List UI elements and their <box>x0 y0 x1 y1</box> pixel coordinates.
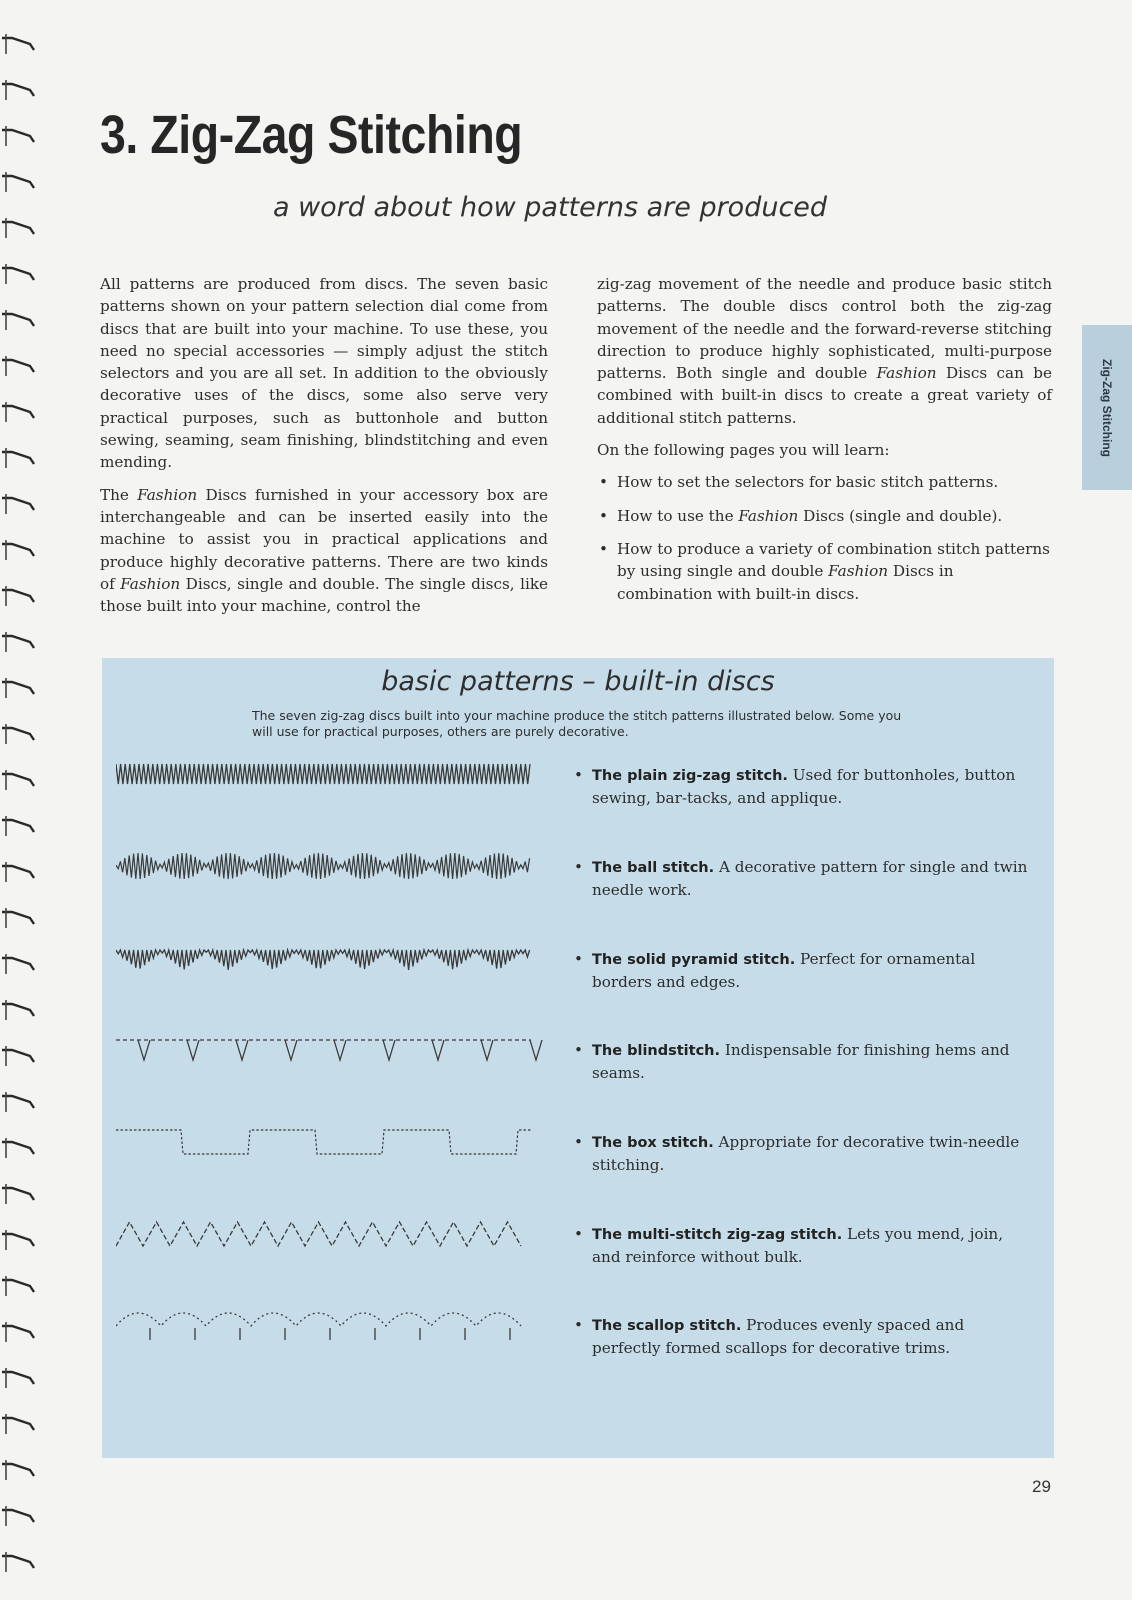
intro-right-column <box>597 273 1052 616</box>
stitch-description: • The ball stitch. A decorative pattern for single and twin needle work. <box>574 858 1028 900</box>
fashion-discs-paragraph: The Fashion Discs furnished in your accessory box are interchangeable and can be inserted easily into the machine to assist you in practical applications and produce highly decorative patterns. There are two kinds of Fashion Discs, single and double. The single discs, like those built into your machine, control the <box>100 485 549 616</box>
stitch-description: • The box stitch. Appropriate for decorative twin-needle stitching. <box>574 1133 1020 1175</box>
box-stitch-icon <box>116 1130 531 1154</box>
page-number: 29 <box>1032 1477 1051 1496</box>
learn-heading: On the following pages you will learn: <box>597 441 890 460</box>
learn-item: • How to set the selectors for basic stitch patterns. <box>597 471 1052 493</box>
scallop-stitch-icon <box>116 1313 521 1340</box>
disc-control-paragraph: zig-zag movement of the needle and produce basic stitch patterns. The double discs control both the zig-zag movement of the needle and the forward-reverse stitching direction to produce highly sophisticated, multi-purpose patterns. Both single and double Fashion Discs can be combined with built-in discs to create a great variety of additional stitch patterns. <box>597 275 1052 427</box>
learn-item: • How to produce a variety of combination stitch patterns by using single and double Fashion Discs in combination with built-in discs. <box>597 538 1052 605</box>
stitch-description: • The multi-stitch zig-zag stitch. Lets you mend, join, and reinforce without bulk. <box>574 1225 1004 1267</box>
multi-stitch-zigzag-icon <box>116 1222 521 1246</box>
stitch-description: • The solid pyramid stitch. Perfect for ornamental borders and edges. <box>574 950 976 992</box>
page-subtitle: a word about how patterns are produced <box>272 192 828 223</box>
section-tab <box>1082 325 1132 490</box>
panel-intro: The seven zig-zag discs built into your machine produce the stitch patterns illustrated below. Some you will use for practical purposes, others are purely decorative. <box>252 708 902 739</box>
basic-patterns-panel <box>102 658 1054 1458</box>
learn-item: • How to use the Fashion Discs (single and double). <box>597 505 1052 527</box>
stitch-description: • The plain zig-zag stitch. Used for buttonholes, button sewing, bar-tacks, and applique. <box>574 766 1016 808</box>
stitch-description: • The scallop stitch. Produces evenly spaced and perfectly formed scallops for decorative trims. <box>574 1316 965 1358</box>
solid-pyramid-stitch-icon <box>116 950 530 970</box>
section-tab-label: Zig-Zag Stitching <box>1100 358 1114 457</box>
plain-zigzag-stitch-icon <box>116 764 530 784</box>
stitch-description: • The blindstitch. Indispensable for finishing hems and seams. <box>574 1041 1010 1083</box>
learn-list <box>597 471 1052 604</box>
ball-stitch-icon <box>116 853 530 879</box>
panel-title: basic patterns – built-in discs <box>381 666 775 697</box>
stitch-samples <box>116 748 546 1448</box>
intro-paragraph: All patterns are produced from discs. The seven basic patterns shown on your pattern selection dial come from discs that are built into your machine. To use these, you need no special accessories — simply adjust the stitch selectors and you are all set. In addition to the obviously decorative uses of the discs, some also serve very practical purposes, such as buttonhole and button sewing, seaming, seam finishing, blindstitching and even mending. <box>100 275 548 472</box>
spiral-binding-icon <box>0 0 44 1600</box>
blindstitch-icon <box>116 1040 542 1060</box>
intro-left-column <box>100 273 548 627</box>
page-title: 3. Zig-Zag Stitching <box>100 105 523 165</box>
